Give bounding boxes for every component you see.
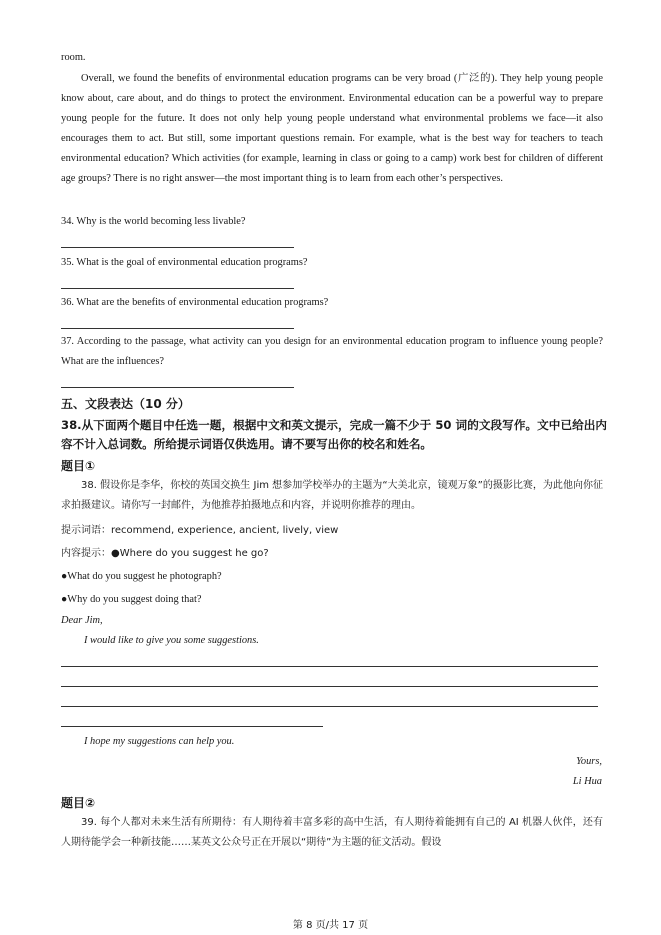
writing-line-3[interactable] (61, 706, 598, 707)
answer-line-35[interactable] (61, 288, 294, 289)
passage-continuation: room. (61, 52, 86, 63)
topic1-label: 题目① (61, 459, 96, 473)
writing-line-1[interactable] (61, 666, 598, 667)
letter-closing: I hope my suggestions can help you. (84, 736, 235, 747)
page-footer: 第 8 页/共 17 页 (292, 920, 369, 931)
section-title: 五、文段表达（10 分） (61, 397, 190, 411)
writing-line-4[interactable] (61, 726, 323, 727)
hint-item-1: ●Where do you suggest he go? (111, 548, 269, 559)
topic1-prompt: 38. 假设你是李华，你校的英国交换生 Jim 想参加学校举办的主题为“大美北京，镜观万象”的摄影比赛，为此他向你征求拍摄建议。请你写一封邮件，为他推荐拍摄地点和内容，并说明你推荐的理由。 (61, 480, 603, 511)
section-instruction: 38.从下面两个题目中任选一题，根据中文和英文提示，完成一篇不少于 50 词的文段写作。文中已给出内容不计入总词数。所给提示词语仅供选用。请不要写出你的校名和姓名。 (61, 418, 607, 451)
question-36: 36. What are the benefits of environmental education programs? (61, 297, 329, 308)
hint-words: 提示词语：recommend, experience, ancient, lively, view (61, 525, 339, 536)
topic2-label: 题目② (61, 796, 96, 810)
content-hint-label: 内容提示： (61, 548, 111, 559)
letter-opening: I would like to give you some suggestions. (84, 635, 259, 646)
letter-greeting: Dear Jim, (61, 615, 103, 626)
question-35: 35. What is the goal of environmental education programs? (61, 257, 308, 268)
content-hint-row (61, 547, 269, 561)
hint-item-3: ●Why do you suggest doing that? (61, 594, 202, 605)
question-34: 34. Why is the world becoming less livable? (61, 216, 246, 227)
hint-item-2: ●What do you suggest he photograph? (61, 571, 222, 582)
letter-signature: Li Hua (572, 776, 602, 787)
letter-signoff: Yours, (576, 756, 602, 767)
question-37: 37. According to the passage, what activity can you design for an environmental education program to influence young people? What are the influences? (61, 336, 603, 367)
writing-line-2[interactable] (61, 686, 598, 687)
passage-paragraph: Overall, we found the benefits of environmental education programs can be very broad (广泛的). They help young people know about, care about, and do things to protect the environment. Environmental education can be a powerful way to prepare young people for the future. It does not only help young people understand what environmental problems we face—it also encourages them to act. But still, some important questions remain. For example, what is the best way for teachers to teach environmental education? Which activities (for example, learning in class or going to a camp) work best for children of different age groups? There is no right answer—the most important thing is to learn from each other’s perspectives. (61, 73, 603, 184)
answer-line-36[interactable] (61, 328, 294, 329)
answer-line-37[interactable] (61, 387, 294, 388)
answer-line-34[interactable] (61, 247, 294, 248)
topic2-prompt: 39. 每个人都对未来生活有所期待：有人期待着丰富多彩的高中生活，有人期待着能拥有自己的 AI 机器人伙伴，还有人期待能学会一种新技能……某英文公众号正在开展以“期待”为主题的征文活动。假设 (61, 817, 603, 848)
